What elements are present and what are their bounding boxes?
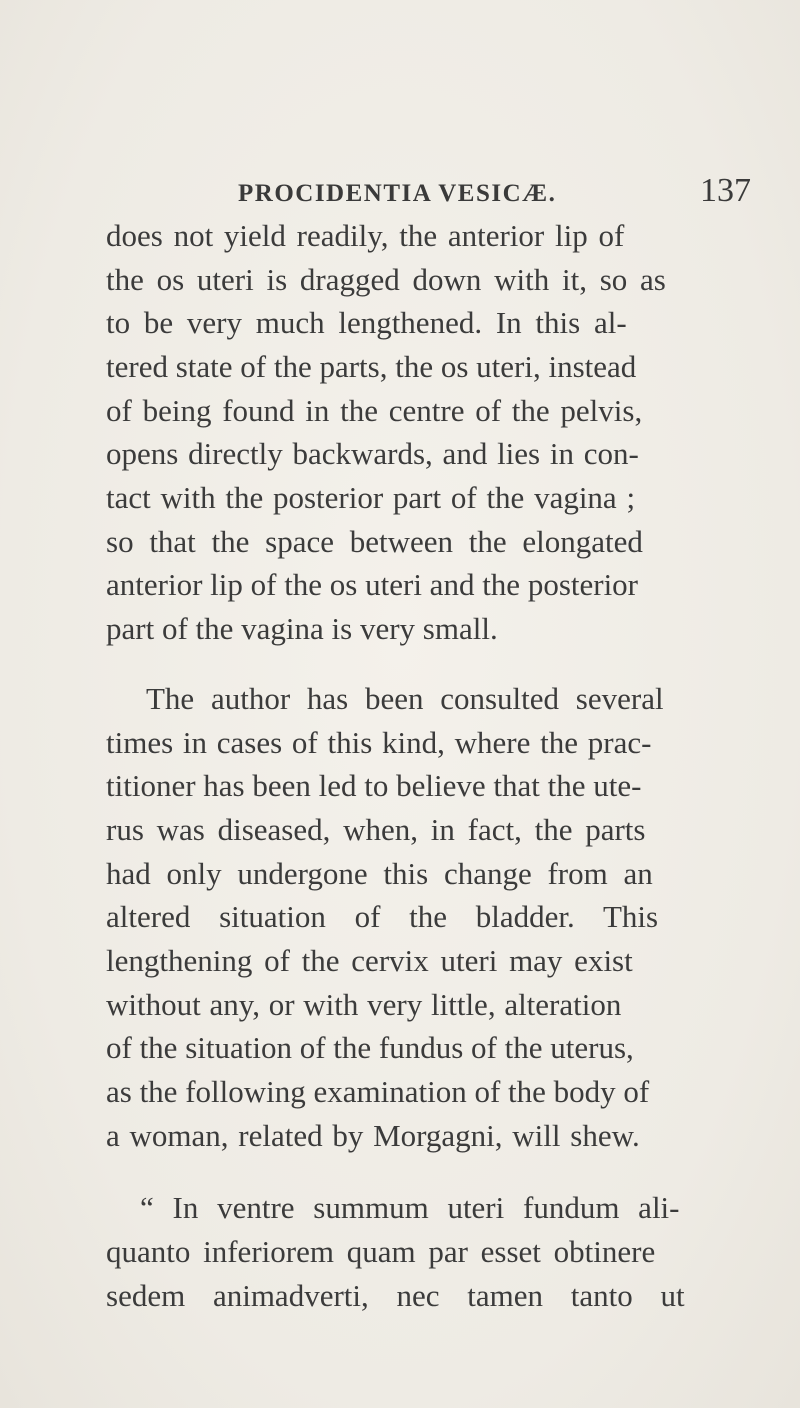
text-line: rus was diseased, when, in fact, the parts xyxy=(106,812,646,847)
text-line: without any, or with very little, alteration xyxy=(106,987,622,1022)
text-line: sedem animadverti, nec tamen tanto ut xyxy=(106,1278,685,1313)
text-line: lengthening of the cervix uteri may exist xyxy=(106,943,633,978)
text-line: tered state of the parts, the os uteri, instead xyxy=(106,349,637,384)
running-title: PROCIDENTIA VESICÆ. xyxy=(238,180,557,207)
text-line: of the situation of the fundus of the uterus, xyxy=(106,1030,634,1065)
text-line: to be very much lengthened. In this al- xyxy=(106,305,627,340)
text-line: so that the space between the elongated xyxy=(106,524,643,559)
text-line: a woman, related by Morgagni, will shew. xyxy=(106,1118,640,1153)
running-head xyxy=(0,168,800,208)
text-line: opens directly backwards, and lies in con- xyxy=(106,436,639,471)
text-line: The author has been consulted several xyxy=(146,681,664,716)
text-line: part of the vagina is very small. xyxy=(106,611,498,646)
text-line: as the following examination of the body of xyxy=(106,1074,650,1109)
text-line: titioner has been led to believe that the ute- xyxy=(106,768,642,803)
text-line: “ In ventre summum uteri fundum ali- xyxy=(140,1190,680,1225)
page-number: 137 xyxy=(700,172,751,209)
text-line: times in cases of this kind, where the prac- xyxy=(106,725,652,760)
text-line: does not yield readily, the anterior lip of xyxy=(106,218,625,253)
text-line: of being found in the centre of the pelvis, xyxy=(106,393,643,428)
text-line: tact with the posterior part of the vagina ; xyxy=(106,480,636,515)
text-line: anterior lip of the os uteri and the posterior xyxy=(106,567,639,602)
text-line: altered situation of the bladder. This xyxy=(106,899,659,934)
text-line: had only undergone this change from an xyxy=(106,856,653,891)
text-line: quanto inferiorem quam par esset obtinere xyxy=(106,1234,656,1269)
text-line: the os uteri is dragged down with it, so as xyxy=(106,262,666,297)
